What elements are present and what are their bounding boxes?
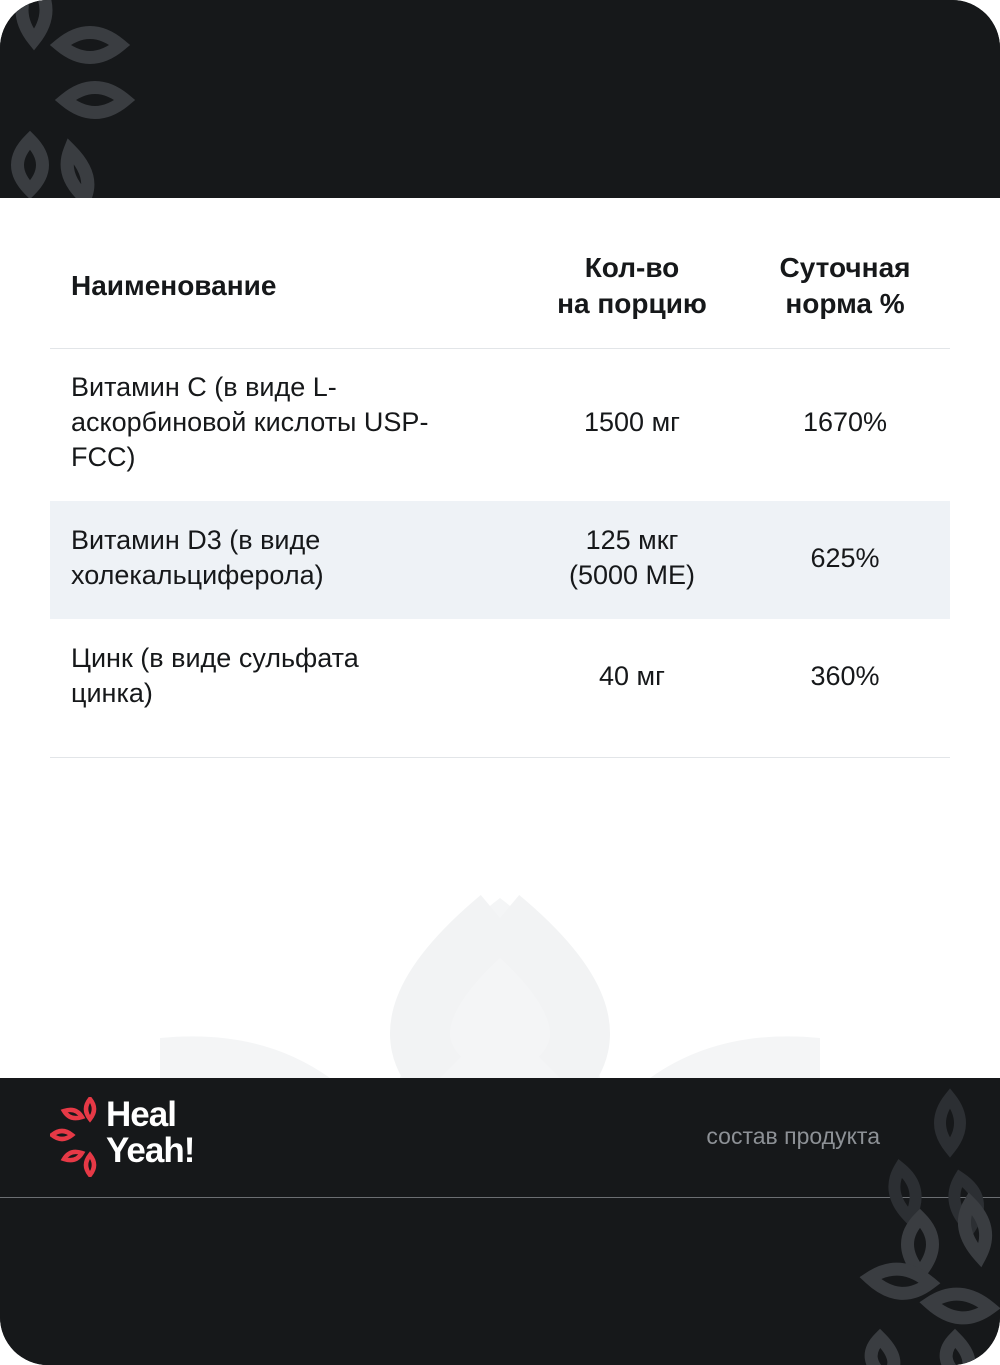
row-daily-norm: 360% [810, 661, 880, 691]
header-name: Наименование [71, 270, 277, 301]
header-quantity [520, 250, 744, 322]
row-name-line: холекальциферола) [71, 560, 324, 590]
row-quantity [520, 523, 744, 593]
table-row [50, 501, 950, 619]
header-norm-line2: норма % [785, 288, 905, 319]
logo-leaf-mark [50, 1097, 108, 1177]
row-quantity-line: 125 мкг [585, 525, 679, 555]
header-norm-line1: Суточная [779, 252, 911, 283]
row-quantity [520, 405, 744, 440]
header-quantity-line1: Кол-во [584, 252, 680, 283]
row-daily-norm: 1670% [802, 407, 888, 437]
logo-line2: Yeah! [106, 1131, 195, 1170]
row-quantity-line: 1500 мг [584, 407, 680, 437]
row-name-line: Цинк (в виде сульфата [71, 643, 359, 673]
row-quantity-line: (5000 МЕ) [568, 560, 696, 590]
row-name-line: цинка) [71, 678, 153, 708]
table-row [50, 349, 950, 501]
table-header [50, 248, 950, 348]
composition-panel [0, 198, 1000, 1078]
row-quantity-line: 40 мг [599, 661, 665, 691]
row-quantity [520, 659, 744, 694]
table-bottom-divider [50, 757, 950, 758]
row-name [71, 641, 521, 711]
row-name-line: Витамин С (в виде L- [71, 372, 337, 402]
logo-wordmark [106, 1097, 194, 1169]
row-name [71, 370, 521, 475]
top-dark-band [0, 0, 1000, 198]
footer-caption: состав продукта [706, 1123, 880, 1149]
heal-yeah-logo [50, 1097, 250, 1177]
row-name-line: FCC) [71, 442, 136, 472]
row-name-line: Витамин D3 (в виде [71, 525, 321, 555]
row-name [71, 523, 521, 593]
row-daily-norm: 625% [810, 543, 880, 573]
header-quantity-line2: на порцию [557, 288, 707, 319]
leaf-pattern-top-left [0, 0, 200, 198]
logo-line1: Heal [106, 1095, 176, 1134]
table-row [50, 619, 950, 757]
bottom-dark-band [0, 1198, 1000, 1365]
header-daily-norm [735, 250, 955, 322]
row-name-line: аскорбиновой кислоты USP- [71, 407, 429, 437]
